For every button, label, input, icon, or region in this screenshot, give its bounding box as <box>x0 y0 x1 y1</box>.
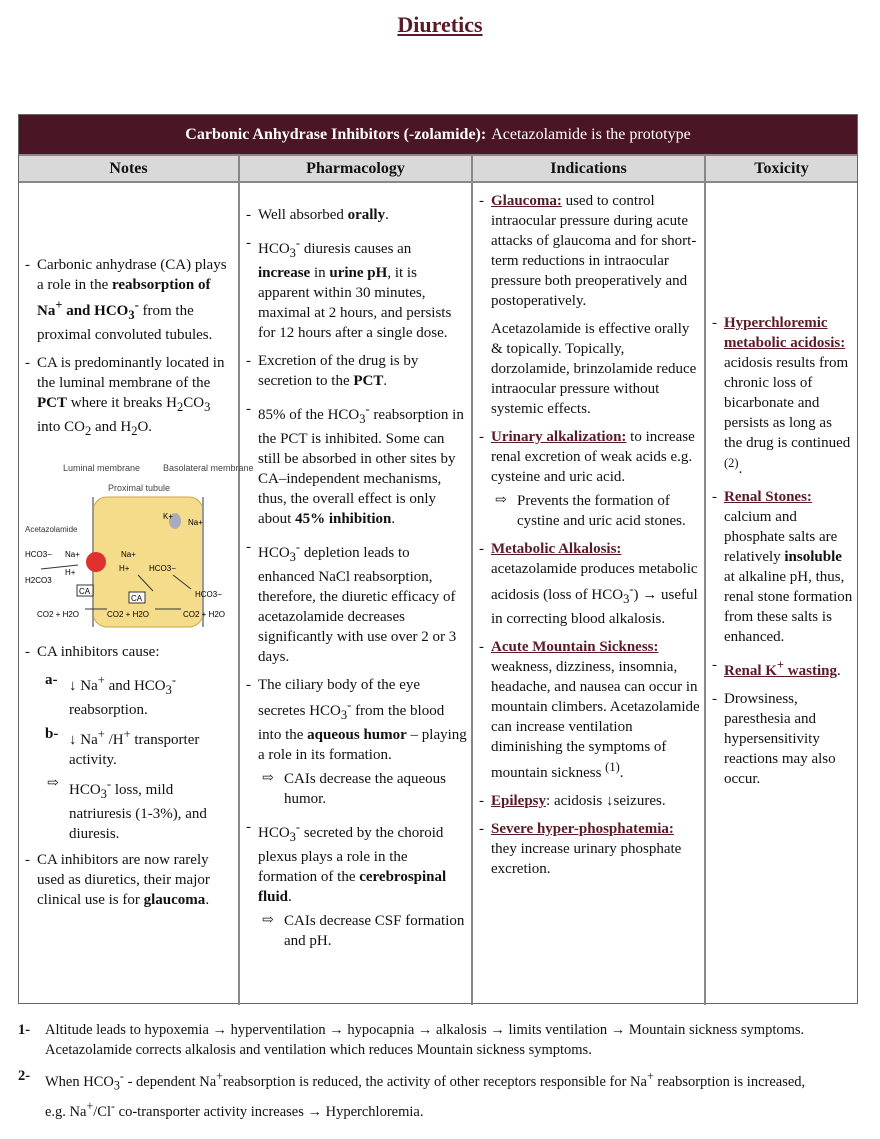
pharm-bullet-ciliary: - The ciliary body of the eye secretes $HCO_3^-$ from the blood into the aqueous humor – playing a role in its formation. ⇨ CAIs decrease the aqueous humor. <box>244 675 467 809</box>
column-headers <box>19 156 857 183</box>
label-basolateral: Basolateral membrane <box>163 463 254 473</box>
tox-bullet-potassium: - Renal K+ wasting. <box>710 655 853 681</box>
ind-bullet-alkalization: - Urinary alkalization: to increase renal excretion of weak acids e.g. cysteine and uric acid. ⇨ Prevents the formation of cystine and uric acid stones. <box>477 427 700 531</box>
notes-item-b: b- ↓ Na+ /H+ transporter activity. <box>45 726 200 768</box>
label-na-cell: Na+ <box>121 550 136 559</box>
table-banner <box>19 115 857 156</box>
label-co2-blood: CO2 + H2O <box>183 610 226 619</box>
ind-bullet-mountain: - Acute Mountain Sickness: weakness, dizziness, insomnia, headache, and nausea can occur in mountain climbers. Acetazolamide can increase ventilation diminishing the symptoms of mountain sickness $^{(1)}$. <box>477 637 700 783</box>
pharm-bullet-inhibition: - 85% of the $HCO_3^-$ reabsorption in the PCT is inhibited. Some can still be absorbed in other sites by CA–independent mechanisms, thus, the overall effect is only about 45% inhibition. <box>244 399 467 529</box>
label-na-lumen: Na+ <box>65 550 80 559</box>
label-ca-cell: CA <box>131 594 143 603</box>
notes-column <box>19 183 254 1005</box>
pharm-bullet-depletion: - $HCO_3^-$ depletion leads to enhanced NaCl reabsorption, therefore, the diuretic efficacy of acetazolamide decreases significantly with use over 2 or 3 days. <box>244 537 467 667</box>
drug-table <box>18 114 858 1004</box>
label-h2co3: H2CO3 <box>25 576 52 585</box>
notes-bullet-ca-role: - Carbonic anhydrase (CA) plays a role in the reabsorption of Na+ and $HCO_3^-$ from the proximal convoluted tubules. <box>23 255 234 345</box>
banner-prototype: Acetazolamide is the prototype <box>491 125 691 143</box>
label-proximal-tubule: Proximal tubule <box>108 483 171 493</box>
tox-bullet-drowsiness: - Drowsiness, paresthesia and hypersensitivity reactions may also occur. <box>710 689 853 789</box>
label-hco3-lumen: HCO3− <box>25 550 52 559</box>
header-toxicity: Toxicity <box>754 159 809 177</box>
transporter-icon <box>86 552 106 572</box>
pharm-arrow-csf: ⇨ CAIs decrease CSF formation and pH. <box>258 911 467 951</box>
label-h-lumen: H+ <box>65 568 76 577</box>
tox-bullet-acidosis: - Hyperchloremic metabolic acidosis: acidosis results from chronic loss of bicarbonate and persists as long as the drug is continued $^{(2)}$. <box>710 313 853 479</box>
notes-bullet-ca-location: - CA is predominantly located in the luminal membrane of the PCT where it breaks $H_2CO_3$ into $CO_2$ and $H_2O$. <box>23 353 234 441</box>
label-co2-lumen: CO2 + H2O <box>37 610 80 619</box>
label-hco3-cell: HCO3− <box>149 564 176 573</box>
label-hco3-blood: HCO3− <box>195 590 222 599</box>
pharmacology-column <box>240 183 473 1005</box>
indications-column <box>473 183 706 1005</box>
label-luminal: Luminal membrane <box>63 463 141 473</box>
ind-bullet-phosphatemia: - Severe hyper-phosphatemia: they increase urinary phosphate excretion. <box>477 819 700 879</box>
pharm-bullet-diuresis: - $HCO_3^-$ diuresis causes an increase in urine pH, it is apparent within 30 minutes, maximal at 2 hours, and persists for 12 hours after a single dose. <box>244 233 467 343</box>
label-h-cell: H+ <box>119 564 130 573</box>
pharm-bullet-csf: - $HCO_3^-$ secreted by the choroid plexus plays a role in the formation of the cerebrospinal fluid. ⇨ CAIs decrease CSF formation and pH. <box>244 817 467 951</box>
header-pharmacology: Pharmacology <box>240 156 473 181</box>
page-title: Diuretics <box>397 12 483 37</box>
label-co2-cell: CO2 + H2O <box>107 610 150 619</box>
ind-paragraph-topical: Acetazolamide is effective orally & topically. Topically, dorzolamide, brinzolamide reduce intraocular pressure without systemic effects. <box>491 321 697 417</box>
footnote-1: 1- Altitude leads to hypoxemia → hyperventilation → hypocapnia → alkalosis → limits ventilation → Mountain sickness symptoms. Acetazolamide corrects alkalosis and ventilation which reduces Mountain sickness symptoms. <box>18 1022 805 1058</box>
ind-bullet-alkalosis: - Metabolic Alkalosis: acetazolamide produces metabolic acidosis (loss of $HCO_3^-$) → useful in correcting blood alkalosis. <box>477 539 700 629</box>
ind-arrow-stones: ⇨ Prevents the formation of cystine and uric acid stones. <box>491 491 700 531</box>
toxicity-column <box>706 183 857 1005</box>
tox-bullet-stones: - Renal Stones: calcium and phosphate salts are relatively insoluble at alkaline pH, thus, renal stone formation from these salts is enhanced. <box>710 487 853 647</box>
label-na-blood: Na+ <box>188 518 203 527</box>
notes-item-a: a- ↓ Na+ and $HCO_3^-$ reabsorption. <box>45 672 177 718</box>
proximal-tubule-diagram <box>23 457 254 632</box>
pharm-bullet-excretion: - Excretion of the drug is by secretion to the PCT. <box>244 351 467 391</box>
notes-bullet-glaucoma: - CA inhibitors are now rarely used as diuretics, their major clinical use is for glaucoma. <box>23 850 234 910</box>
label-k: K+ <box>163 512 174 521</box>
notes-item-arrow: ⇨ $HCO_3^-$ loss, mild natriuresis (1-3%), and diuresis. <box>23 774 234 844</box>
ind-bullet-epilepsy: - Epilepsy: acidosis ↓seizures. <box>477 791 700 811</box>
pharm-bullet-absorption: - Well absorbed orally. <box>244 205 467 225</box>
footnote-2: 2- When $HCO_3^-$ - dependent Na+reabsorption is reduced, the activity of other receptors responsible for Na+ reabsorption is increased, e.g. Na+/Cl- co-transporter activity increases → Hyperchloremia. <box>18 1068 806 1120</box>
banner-class-name: Carbonic Anhydrase Inhibitors (-zolamide): <box>185 125 487 143</box>
ind-bullet-glaucoma: - Glaucoma: used to control intraocular pressure during acute attacks of glaucoma and for short-term reductions in intraocular pressure both preoperatively and postoperatively. <box>477 191 700 311</box>
label-ca-lumen: CA <box>79 587 91 596</box>
header-indications: Indications <box>473 156 706 181</box>
notes-bullet-ca-inhibitors: - CA inhibitors cause: <box>23 642 234 662</box>
label-acetazolamide: Acetazolamide <box>25 525 78 534</box>
header-notes: Notes <box>19 156 240 181</box>
pharm-arrow-aqueous: ⇨ CAIs decrease the aqueous humor. <box>258 769 467 809</box>
